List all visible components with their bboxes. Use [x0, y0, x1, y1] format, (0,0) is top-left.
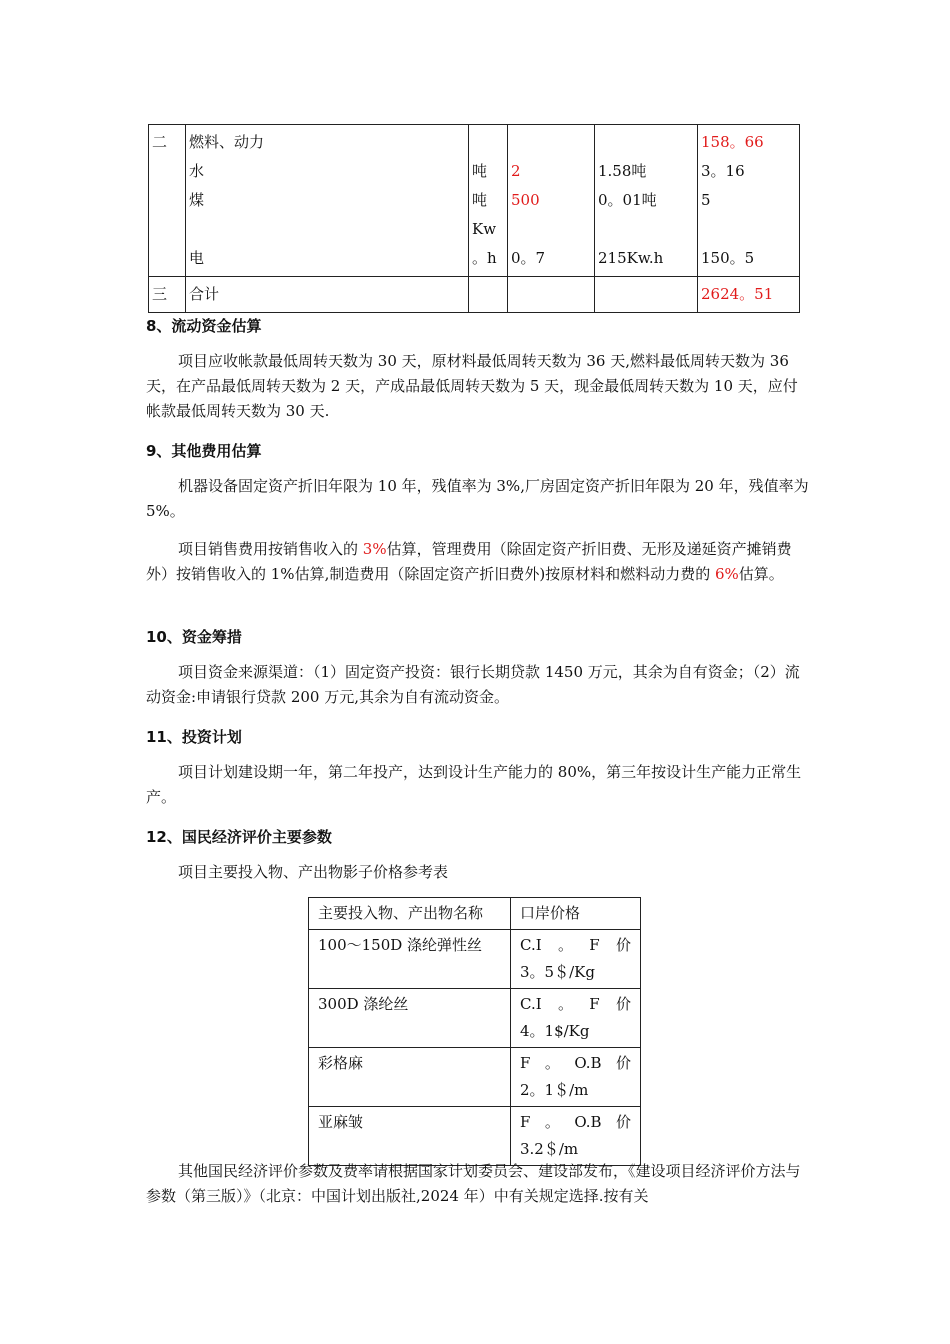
table-row [309, 989, 641, 1048]
row-index: 三 [149, 277, 186, 313]
unit [472, 128, 504, 157]
price: 0。7 [511, 249, 546, 267]
table-row [309, 930, 641, 989]
port-price: C.I 。 F 价 4。1$/Kg [511, 989, 641, 1048]
column-header: 主要投入物、产出物名称 [309, 898, 511, 930]
cost-table [148, 124, 800, 313]
product-name: 亚麻皱 [309, 1107, 511, 1166]
paragraph: 其他国民经济评价参数及费率请根据国家计划委员会、建设部发布，《建设项目经济评价方法与参数（第三版）》（北京：中国计划出版社,2024 年）中有关规定选择.按有关 [146, 1162, 801, 1205]
amount: 2624。51 [701, 285, 774, 303]
column-header: 口岸价格 [511, 898, 641, 930]
qty: 215Kw.h [598, 249, 664, 267]
shadow-price-table [308, 897, 641, 1166]
item-name: 水 [189, 162, 205, 180]
section-heading: 8、流动资金估算 [146, 317, 262, 335]
qty: 0。01吨 [598, 191, 657, 209]
qty [598, 128, 694, 157]
paragraph: 机器设备固定资产折旧年限为 10 年，残值率为 3%,厂房固定资产折旧年限为 20 年，残值率为 5%。 [146, 477, 809, 520]
amount: 5 [701, 191, 711, 209]
item-name-cell [186, 125, 469, 277]
table-row [149, 277, 800, 313]
table-caption: 项目主要投入物、产出物影子价格参考表 [178, 863, 449, 881]
qty [598, 215, 694, 244]
item-name: 电 [189, 249, 205, 267]
product-name: 100～150D 涤纶弹性丝 [309, 930, 511, 989]
qty-cell [595, 277, 698, 313]
qty: 1.58吨 [598, 162, 647, 180]
unit: 。h [472, 249, 497, 267]
price-cell [508, 277, 595, 313]
amount: 3。16 [701, 162, 745, 180]
section-heading: 9、其他费用估算 [146, 442, 262, 460]
price-cell [508, 125, 595, 277]
table-row [309, 1107, 641, 1166]
paragraph: 项目资金来源渠道：（1）固定资产投资：银行长期贷款 1450 万元，其余为自有资金；（2）流动资金:申请银行贷款 200 万元,其余为自有流动资金。 [146, 663, 800, 706]
section-heading: 11、投资计划 [146, 728, 242, 746]
product-name: 300D 涤纶丝 [309, 989, 511, 1048]
section-heading: 10、资金筹措 [146, 628, 242, 646]
price: 2 [511, 162, 521, 180]
section-heading: 12、国民经济评价主要参数 [146, 828, 332, 846]
item-name-cell [186, 277, 469, 313]
paragraph: 项目计划建设期一年，第二年投产，达到设计生产能力的 80%，第三年按设计生产能力正常生产。 [146, 763, 802, 806]
item-name: 煤 [189, 191, 205, 209]
table-row [309, 1048, 641, 1107]
port-price: F 。 O.B 价 2。1＄/m [511, 1048, 641, 1107]
qty-cell [595, 125, 698, 277]
paragraph: 项目销售费用按销售收入的 3%估算，管理费用（除固定资产折旧费、无形及递延资产摊销费外）按销售收入的 1%估算,制造费用（除固定资产折旧费外)按原材料和燃料动力费的 6%估算。 [146, 540, 792, 583]
unit: Kw [472, 220, 497, 238]
table-row [149, 125, 800, 277]
price [511, 215, 591, 244]
amount [701, 215, 796, 244]
item-name: 燃料、动力 [189, 133, 265, 151]
unit-cell [469, 277, 508, 313]
paragraph: 项目应收帐款最低周转天数为 30 天，原材料最低周转天数为 36 天,燃料最低周转天数为 36 天，在产品最低周转天数为 2 天，产成品最低周转天数为 5 天，现金最低周转天数为 10 天，应付帐款最低周转天数为 30 天. [146, 352, 798, 420]
unit: 吨 [472, 191, 488, 209]
port-price: C.I 。 F 价 3。5＄/Kg [511, 930, 641, 989]
amount-cell [698, 125, 800, 277]
row-index: 二 [149, 125, 186, 277]
item-name [189, 215, 465, 244]
amount: 158。66 [701, 133, 764, 151]
port-price: F 。 O.B 价 3.2＄/m [511, 1107, 641, 1166]
unit-cell [469, 125, 508, 277]
price [511, 128, 591, 157]
item-name: 合计 [189, 285, 220, 303]
price: 500 [511, 191, 540, 209]
product-name: 彩格麻 [309, 1048, 511, 1107]
amount-cell [698, 277, 800, 313]
table-header-row [309, 898, 641, 930]
unit: 吨 [472, 162, 488, 180]
amount: 150。5 [701, 249, 755, 267]
